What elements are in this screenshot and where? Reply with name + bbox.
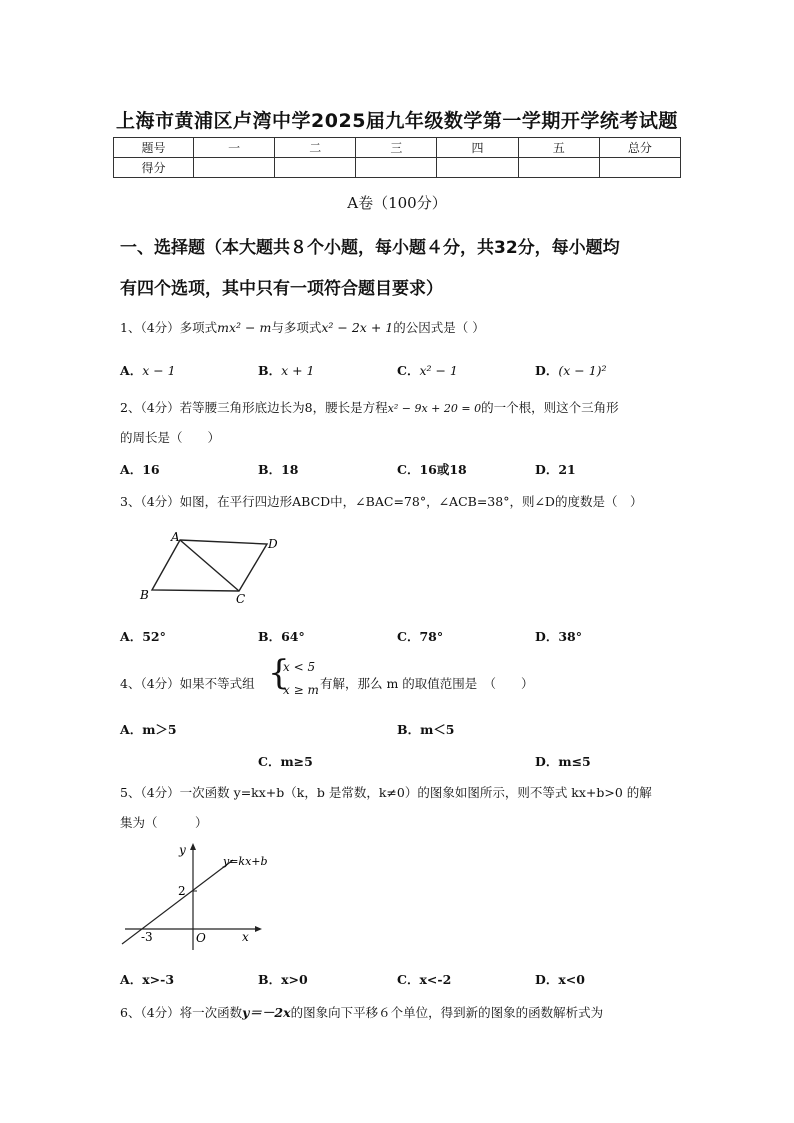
line-label: y=kx+b xyxy=(223,855,268,868)
option-c[interactable]: C．x² − 1 xyxy=(397,363,458,378)
option-b[interactable]: B．18 xyxy=(258,462,299,477)
option-b[interactable]: B．x + 1 xyxy=(258,363,315,378)
table-cell: 一 xyxy=(194,138,275,158)
option-d[interactable]: D．(x − 1)² xyxy=(535,363,607,378)
table-cell: 二 xyxy=(275,138,356,158)
linear-function-graph xyxy=(115,840,290,955)
option-b[interactable]: B．m＜5 xyxy=(397,722,455,737)
question-4-prefix: 4、（4分）如果不等式组 xyxy=(120,676,255,691)
question-3: 3、（4分）如图，在平行四边形ABCD中，∠BAC=78°，∠ACB=38°，则∠D的度数是（ ） xyxy=(120,494,643,509)
inequality-2: x ≥ m xyxy=(283,683,319,697)
brace-symbol: { xyxy=(268,653,290,693)
expression: x² − 2x + 1 xyxy=(321,320,394,335)
question-2-line1: 2、（4分）若等腰三角形底边长为8，腰长是方程x² − 9x + 20 = 0的一个根，则这个三角形 xyxy=(120,400,619,415)
y-axis-label: y xyxy=(179,843,186,857)
table-cell: 三 xyxy=(356,138,437,158)
section-heading-line2: 有四个选项，其中只有一项符合题目要求） xyxy=(120,279,443,299)
option-a[interactable]: A．x>-3 xyxy=(120,972,175,987)
table-cell: 五 xyxy=(518,138,599,158)
score-input-cell[interactable] xyxy=(437,158,518,178)
question-2-line2: 的周长是（ ） xyxy=(120,430,221,445)
question-1: 1、（4分）多项式mx² − m与多项式x² − 2x + 1的公因式是（ ） xyxy=(120,320,485,335)
score-input-cell[interactable] xyxy=(356,158,437,178)
vertex-label-c: C xyxy=(236,592,246,606)
vertex-label-b: B xyxy=(140,588,149,602)
score-input-cell[interactable] xyxy=(599,158,680,178)
option-d[interactable]: D．21 xyxy=(535,462,576,477)
x-axis-label: x xyxy=(242,930,249,944)
table-cell: 四 xyxy=(437,138,518,158)
vertex-label-d: D xyxy=(268,537,278,551)
inequality-1: x < 5 xyxy=(283,660,316,674)
table-cell: 题号 xyxy=(114,138,194,158)
option-c[interactable]: C．m≥5 xyxy=(258,754,313,769)
vertex-label-a: A xyxy=(171,530,180,544)
option-d[interactable]: D．38° xyxy=(535,629,582,644)
score-input-cell[interactable] xyxy=(194,158,275,178)
question-5-line1: 5、（4分）一次函数 y=kx+b（k，b 是常数，k≠0）的图象如图所示，则不等式 kx+b>0 的解 xyxy=(120,785,652,800)
table-cell: 总分 xyxy=(599,138,680,158)
score-table xyxy=(113,137,681,178)
option-c[interactable]: C．78° xyxy=(397,629,444,644)
question-6: 6、（4分）将一次函数y＝－2x的图象向下平移６个单位，得到新的图象的函数解析式为 xyxy=(120,1005,604,1020)
option-b[interactable]: B．x>0 xyxy=(258,972,308,987)
option-c[interactable]: C．16或18 xyxy=(397,462,467,477)
section-heading-line1: 一、选择题（本大题共８个小题，每小题４分，共32分，每小题均 xyxy=(120,238,620,258)
origin-label: O xyxy=(196,931,206,945)
expression: mx² − m xyxy=(217,320,272,335)
score-table-score-row xyxy=(114,158,681,178)
option-a[interactable]: A．16 xyxy=(120,462,160,477)
option-a[interactable]: A．52° xyxy=(120,629,166,644)
score-table-header-row xyxy=(114,138,681,158)
exam-title: 上海市黄浦区卢湾中学2025届九年级数学第一学期开学统考试题 xyxy=(116,110,678,132)
option-b[interactable]: B．64° xyxy=(258,629,305,644)
option-d[interactable]: D．m≤5 xyxy=(535,754,591,769)
option-a[interactable]: A．m＞5 xyxy=(120,722,177,737)
expression: y＝－2x xyxy=(242,1005,291,1020)
paper-section-title: A卷（100分） xyxy=(347,194,447,212)
table-cell: 得分 xyxy=(114,158,194,178)
question-5-line2: 集为（ ） xyxy=(120,815,208,830)
x-intercept-label: -3 xyxy=(141,930,153,944)
expression: x² − 9x + 20 = 0 xyxy=(387,402,482,415)
option-c[interactable]: C．x<-2 xyxy=(397,972,452,987)
option-d[interactable]: D．x<0 xyxy=(535,972,585,987)
option-a[interactable]: A．x − 1 xyxy=(120,363,176,378)
score-input-cell[interactable] xyxy=(518,158,599,178)
y-intercept-label: 2 xyxy=(178,884,186,898)
parallelogram-figure xyxy=(135,528,285,608)
score-input-cell[interactable] xyxy=(275,158,356,178)
question-4-suffix: 有解，那么 m 的取值范围是 （ ） xyxy=(320,676,534,691)
